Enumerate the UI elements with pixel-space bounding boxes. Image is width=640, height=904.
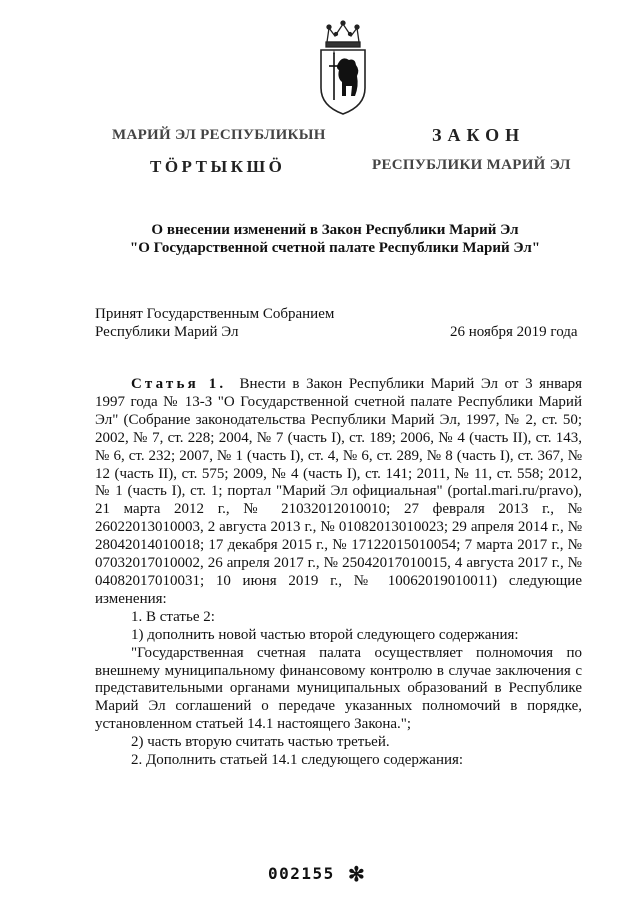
header-left-line2: ТӦРТЫКШӦ bbox=[150, 157, 286, 176]
article-item: 2. Дополнить статьей 14.1 следующего содержания: bbox=[131, 752, 464, 769]
header-right-line2: РЕСПУБЛИКИ МАРИЙ ЭЛ bbox=[372, 157, 571, 173]
law-title-line2: "О Государственной счетной палате Республики Марий Эл" bbox=[129, 240, 541, 256]
article-item: "Государственная счетная палата осуществляет полномочия по внешнему муниципальному финансовому контролю в случае заключения с представительными органами муниципальных образований в Республике Марий Эл соглашений о передаче указанных полномочий в порядке, установленном статьей 14.1 настоящего Закона."; bbox=[95, 644, 582, 733]
adoption-line1: Принят Государственным Собранием bbox=[95, 306, 335, 322]
article-item: 1. В статье 2: bbox=[131, 608, 215, 625]
adoption-date: 26 ноября 2019 года bbox=[450, 324, 578, 340]
adoption-line2: Республики Марий Эл bbox=[95, 324, 239, 340]
article-intro-text: Внести в Закон Республики Марий Эл от 3 января 1997 года № 13-З "О Государственной счетной палате Республики Марий Эл" (Собрание законодательства Республики Марий Эл, 1997, № 2, ст. 50; 2002, № 7, ст. 228; 2004, № 7 (часть I), ст. 189; 2006, № 4 (часть II), ст. 143, № 6, ст. 232; 2007, № 1 (часть I), ст. 4, № 6, ст. 289, № 8 (часть I), ст. 367, № 12 (часть II), ст. 575; 2009, № 4 (часть I), ст. 141; 2011, № 11, ст. 558; 2012, № 1 (часть I), ст. 1; портал "Марий Эл официальная" (portal.mari.ru/pravo), 21 марта 2012 г., № 21032012010010; 27 февраля 2013 г., № 26022013010003, 2 августа 2013 г., № 01082013010023; 29 апреля 2014 г., № 28042014010018; 17 декабря 2015 г., № 17122015010054; 7 марта 2017 г., № 07032017010002, 26 апреля 2017 г., № 25042017010015, 4 августа 2017 г., № 04082017010031; 10 июня 2019 г., № 10062019010011) следующие изменения: bbox=[95, 376, 583, 607]
article-item: 2) часть вторую считать частью третьей. bbox=[131, 734, 390, 751]
article-item: 1) дополнить новой частью второй следующего содержания: bbox=[131, 626, 519, 643]
law-title-line1: О внесении изменений в Закон Республики Марий Эл bbox=[151, 222, 519, 238]
header-left-line1: МАРИЙ ЭЛ РЕСПУБЛИКЫН bbox=[112, 127, 326, 143]
document-serial-number: 002155 bbox=[268, 864, 335, 883]
coat-of-arms-emblem bbox=[313, 20, 373, 116]
header-right-line1: ЗАКОН bbox=[432, 125, 526, 145]
article-body bbox=[95, 376, 582, 770]
article-label: Статья 1. bbox=[131, 376, 227, 392]
footer-asterisk-mark: ✻ bbox=[348, 864, 365, 886]
article-intro-paragraph bbox=[95, 376, 582, 609]
